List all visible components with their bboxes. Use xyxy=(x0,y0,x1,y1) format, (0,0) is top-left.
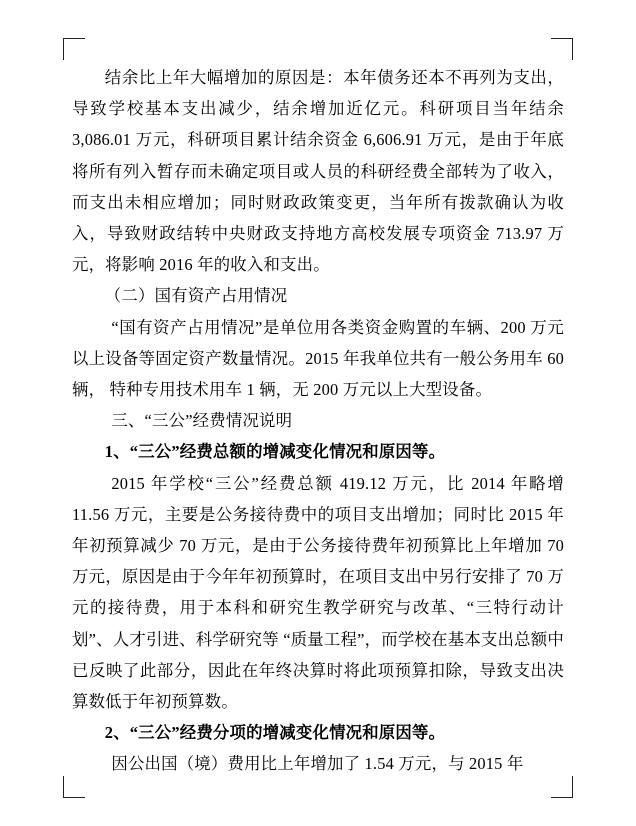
paragraph-section-3-heading: 三、“三公”经费情况说明 xyxy=(111,411,293,431)
document-body xyxy=(72,62,564,780)
paragraph-item-1-body: 2015 年学校“三公”经费总额 419.12 万元，比 2014 年略增 11.56 万元，主要是公务接待费中的项目支出增加；同时比 2015 年年初预算减少 70 万元，是由于公务接待费年初预算比上年增加 70 万元，原因是由于今年年初预算时，在项目支出中另行安排了 70 万元的接待费，用于本科和研究生教学研究与改革、“三特行动计划”、人才引进、科学研究等 “质量工程”，而学校在基本支出总额中已反映了此部分，因此在年终决算时将此项预算扣除，导致支出决算数低于年初预算数。 xyxy=(72,473,564,712)
paragraph-surplus-reason: 结余比上年大幅增加的原因是：本年债务还本不再列为支出，导致学校基本支出减少，结余增加近亿元。科研项目当年结余 3,086.01 万元，科研项目累计结余资金 6,606.91 万元，是由于年底将所有列入暂存而未确定项目或人员的科研经费全部转为了收入，而支出未相应增加；同时财政政策变更，当年所有拨款确认为收入，导致财政结转中央财政支持地方高校发展专项资金 713.97 万元，将影响 2016 年的收入和支出。 xyxy=(72,68,564,275)
paragraph-item-2-body: 因公出国（境）费用比上年增加了 1.54 万元，与 2015 年 xyxy=(111,754,524,774)
paragraph-state-assets: “国有资产占用情况”是单位用各类资金购置的车辆、200 万元以上设备等固定资产数量情况。2015 年我单位共有一般公务用车 60 辆， 特种专用技术用车 1 辆，无 200 万元以上大型设备。 xyxy=(72,317,564,400)
paragraph-item-1-heading: 1、“三公”经费总额的增减变化情况和原因等。 xyxy=(104,442,446,462)
crop-mark-top-left xyxy=(63,38,85,60)
paragraph-section-2-heading: （二）国有资产占用情况 xyxy=(104,286,288,306)
crop-mark-top-right xyxy=(551,38,573,60)
paragraph-item-2-heading: 2、“三公”经费分项的增减变化情况和原因等。 xyxy=(104,723,446,743)
